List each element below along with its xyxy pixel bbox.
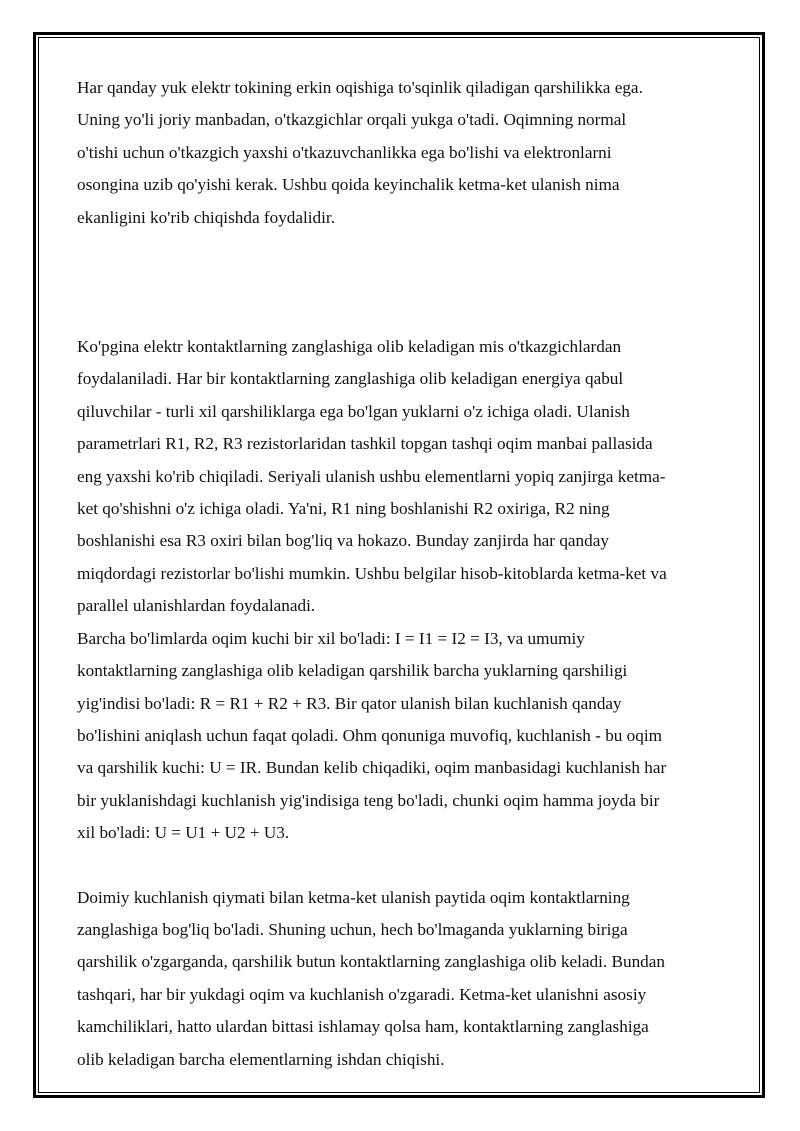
document-body (77, 72, 731, 1076)
paragraph-2: Ko'pgina elektr kontaktlarning zanglashiga olib keladigan mis o'tkazgichlardan foydalaniladi. Har bir kontaktlarning zanglashiga olib keladigan energiya qabul qiluvchilar - turli xil qarshiliklarga ega bo'lgan yuklarni o'z ichiga oladi. Ulanish parametrlari R1, R2, R3 rezistorlaridan tashkil topgan tashqi oqim manbai pallasida eng yaxshi ko'rib chiqiladi. Seriyali ulanish ushbu elementlarni yopiq zanjirga ketma- ket qo'shishni o'z ichiga oladi. Ya'ni, R1 ning boshlanishi R2 oxiriga, R2 ning boshlanishi esa R3 oxiri bilan bog'liq va hokazo. Bunday zanjirda har qanday miqdordagi rezistorlar bo'lishi mumkin. Ushbu belgilar hisob-kitoblarda ketma-ket va parallel ulanishlardan foydalanadi. (77, 337, 667, 616)
paragraph-3: Barcha bo'limlarda oqim kuchi bir xil bo'ladi: I = I1 = I2 = I3, va umumiy kontaktlarning zanglashiga olib keladigan qarshilik barcha yuklarning qarshiligi yig'indisi bo'ladi: R = R1 + R2 + R3. Bir qator ulanish bilan kuchlanish qanday bo'lishini aniqlash uchun faqat qoladi. Ohm qonuniga muvofiq, kuchlanish - bu oqim va qarshilik kuchi: U = IR. Bundan kelib chiqadiki, oqim manbasidagi kuchlanish har bir yuklanishdagi kuchlanish yig'indisiga teng bo'ladi, chunki oqim hamma joyda bir xil bo'ladi: U = U1 + U2 + U3. (77, 628, 667, 843)
paragraph-4: Doimiy kuchlanish qiymati bilan ketma-ket ulanish paytida oqim kontaktlarning zanglashiga bog'liq bo'ladi. Shuning uchun, hech bo'lmaganda yuklarning biriga qarshilik o'zgarganda, qarshilik butun kontaktlarning zanglashiga olib keladi. Bundan tashqari, har bir yukdagi oqim va kuchlanish o'zgaradi. Ketma-ket ulanishni asosiy kamchiliklari, hatto ulardan bittasi ishlamay qolsa ham, kontaktlarning zanglashiga olib keladigan barcha elementlarning ishdan chiqishi. (77, 887, 665, 1069)
paragraph-1: Har qanday yuk elektr tokining erkin oqishiga to'sqinlik qiladigan qarshilikka ega. Uning yo'li joriy manbadan, o'tkazgichlar orqali yukga o'tadi. Oqimning normal o'tishi uchun o'tkazgich yaxshi o'tkazuvchanlikka ega bo'lishi va elektronlarni osongina uzib qo'yishi kerak. Ushbu qoida keyinchalik ketma-ket ulanish nima ekanligini ko'rib chiqishda foydalidir. (77, 78, 643, 227)
